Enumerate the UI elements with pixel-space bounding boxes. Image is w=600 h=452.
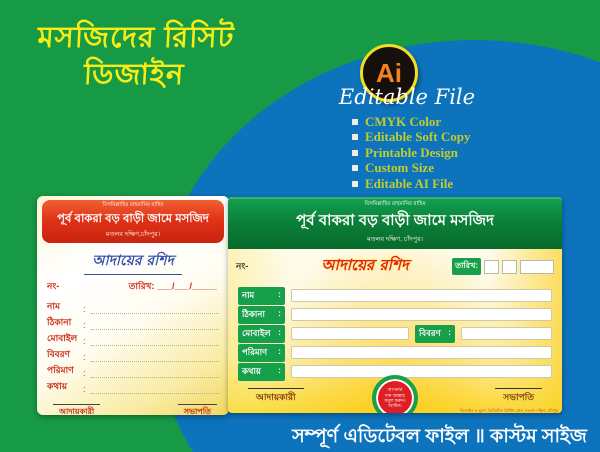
receipt-left-footer bbox=[37, 394, 229, 419]
receipt-right-header bbox=[228, 197, 562, 249]
poster-title-line1: মসজিদের রিসিট bbox=[36, 22, 236, 54]
field-label: কথায় bbox=[47, 381, 68, 391]
receipt-left-fields bbox=[37, 294, 229, 394]
list-item bbox=[352, 176, 470, 192]
field-colon: : bbox=[278, 288, 281, 299]
field-colon: : bbox=[278, 307, 281, 318]
field-row-address bbox=[238, 305, 552, 324]
field-label-text: ঠিকানা bbox=[242, 308, 265, 319]
seal-line: কবুল করুন। bbox=[384, 398, 406, 403]
bismillah-text: বিসমিল্লাহির রাহমানির রাহিম bbox=[364, 201, 426, 207]
date-label bbox=[129, 279, 217, 294]
receipt-left-header bbox=[42, 200, 224, 243]
receipt-title-script: আদায়ের রশিদ bbox=[84, 249, 182, 275]
field-colon: : bbox=[278, 345, 281, 356]
field-colon: : bbox=[278, 364, 281, 375]
date-label: তারিখ: bbox=[452, 258, 481, 275]
number-title-date-row bbox=[228, 249, 562, 279]
field-row-address bbox=[47, 314, 219, 330]
seal-line: আপনার bbox=[387, 387, 403, 393]
square-bullet-icon bbox=[352, 150, 358, 156]
field-colon: : bbox=[278, 326, 281, 337]
feature-list bbox=[352, 114, 470, 192]
feature-label: Editable AI File bbox=[365, 175, 454, 191]
mosque-address: মতলব দক্ষিণ, চাঁদপুর। bbox=[367, 236, 423, 243]
feature-label: Printable Design bbox=[365, 144, 458, 160]
field-row-mobile bbox=[47, 330, 219, 346]
field-label bbox=[238, 344, 285, 362]
square-bullet-icon bbox=[352, 165, 358, 171]
field-row-description bbox=[47, 346, 219, 362]
field-label bbox=[238, 325, 285, 343]
square-bullet-icon bbox=[352, 134, 358, 140]
write-in-box bbox=[291, 346, 552, 359]
bottom-tagline: সম্পূর্ণ এডিটেবল ফাইল ॥ কাস্টম সাইজ bbox=[292, 426, 587, 447]
field-row-amount bbox=[47, 362, 219, 378]
dotted-write-line bbox=[91, 319, 219, 330]
field-label-text: বিবরণ bbox=[419, 327, 441, 338]
dua-seal-stamp-icon bbox=[372, 375, 418, 413]
field-label: নাম bbox=[47, 301, 60, 311]
dotted-write-line bbox=[91, 383, 219, 394]
printer-credit: ডিজাইন ও মুদ্রণ: ডিজিটাল প্রিন্টিং প্রেস, মতলব দক্ষিণ, চাঁদপুর bbox=[460, 408, 558, 413]
field-colon: : bbox=[83, 384, 86, 394]
dotted-write-line bbox=[91, 367, 219, 378]
field-colon: : bbox=[83, 304, 86, 314]
field-label bbox=[238, 363, 285, 381]
date-day-box bbox=[484, 260, 499, 274]
field-label bbox=[238, 287, 285, 305]
seal-line: আমিন। bbox=[388, 403, 402, 409]
field-row-name bbox=[238, 286, 552, 305]
field-label bbox=[415, 325, 455, 343]
receipt-no-label: নং- bbox=[236, 261, 249, 271]
dotted-write-line bbox=[91, 335, 219, 346]
feature-label: CMYK Color bbox=[365, 113, 442, 129]
field-colon: : bbox=[83, 320, 86, 330]
list-item bbox=[352, 114, 470, 130]
mosque-name: পূর্ব বাকরা বড় বাড়ী জামে মসজিদ bbox=[296, 212, 494, 229]
field-colon: : bbox=[83, 352, 86, 362]
field-label-text: কথায় bbox=[242, 365, 261, 376]
field-row-amount bbox=[238, 343, 552, 362]
receipt-mockup-left bbox=[37, 196, 229, 415]
field-colon: : bbox=[83, 368, 86, 378]
field-colon: : bbox=[83, 336, 86, 346]
editable-file-caption: Editable File bbox=[338, 85, 476, 109]
field-label-text: নাম bbox=[242, 289, 255, 300]
illustrator-logo-text: Ai bbox=[376, 57, 402, 88]
dotted-write-line bbox=[91, 351, 219, 362]
receipt-no-label: নং- bbox=[47, 281, 60, 291]
list-item bbox=[352, 145, 470, 161]
field-row-in-words bbox=[47, 378, 219, 394]
write-in-box bbox=[291, 289, 552, 302]
receipt-right-fields bbox=[228, 279, 562, 381]
bismillah-text: বিসমিল্লাহির রাহমানির রাহিম bbox=[102, 202, 164, 208]
receipt-right-footer bbox=[228, 387, 562, 413]
write-in-box bbox=[291, 327, 409, 340]
field-row-name bbox=[47, 298, 219, 314]
field-label: বিবরণ bbox=[47, 349, 70, 359]
field-label-text: মোবাইল bbox=[242, 327, 271, 338]
feature-label: Editable Soft Copy bbox=[365, 129, 471, 145]
president-signature-label: সভাপতি bbox=[495, 388, 542, 402]
receipt-mockup-right bbox=[228, 197, 562, 413]
list-item bbox=[352, 130, 470, 146]
poster-title bbox=[8, 20, 262, 94]
number-date-row bbox=[37, 275, 229, 294]
field-row-mobile-description bbox=[238, 324, 552, 343]
feature-label: Custom Size bbox=[365, 160, 434, 176]
collector-signature-label: আদায়কারী bbox=[53, 404, 100, 419]
field-label bbox=[238, 306, 285, 324]
square-bullet-icon bbox=[352, 181, 358, 187]
field-label: পরিমাণ bbox=[47, 365, 74, 375]
field-colon: : bbox=[448, 326, 451, 337]
president-signature-label: সভাপতি bbox=[178, 404, 217, 419]
date-month-box bbox=[502, 260, 517, 274]
dotted-write-line bbox=[91, 303, 219, 314]
field-label: ঠিকানা bbox=[47, 317, 72, 327]
date-label-text: তারিখ: bbox=[128, 281, 155, 291]
list-item bbox=[352, 161, 470, 177]
mosque-address: মতলব দক্ষিণ,চাঁদপুর। bbox=[105, 231, 161, 238]
square-bullet-icon bbox=[352, 119, 358, 125]
write-in-box bbox=[461, 327, 552, 340]
date-boxes-group bbox=[452, 258, 554, 275]
poster-title-line2: ডিজাইন bbox=[83, 59, 186, 92]
date-blank-lines: ___/___/_____ bbox=[156, 281, 217, 291]
write-in-box bbox=[291, 365, 552, 378]
field-label: মোবাইল bbox=[47, 333, 78, 343]
field-label-text: পরিমাণ bbox=[242, 346, 268, 357]
collector-signature-label: আদায়কারী bbox=[248, 388, 304, 402]
mosque-name: পূর্ব বাকরা বড় বাড়ী জামে মসজিদ bbox=[57, 213, 209, 225]
write-in-box bbox=[291, 308, 552, 321]
receipt-title-script: আদায়ের রশিদ bbox=[321, 256, 409, 274]
date-year-box bbox=[520, 260, 554, 274]
seal-line: দান আল্লাহ bbox=[385, 392, 405, 398]
